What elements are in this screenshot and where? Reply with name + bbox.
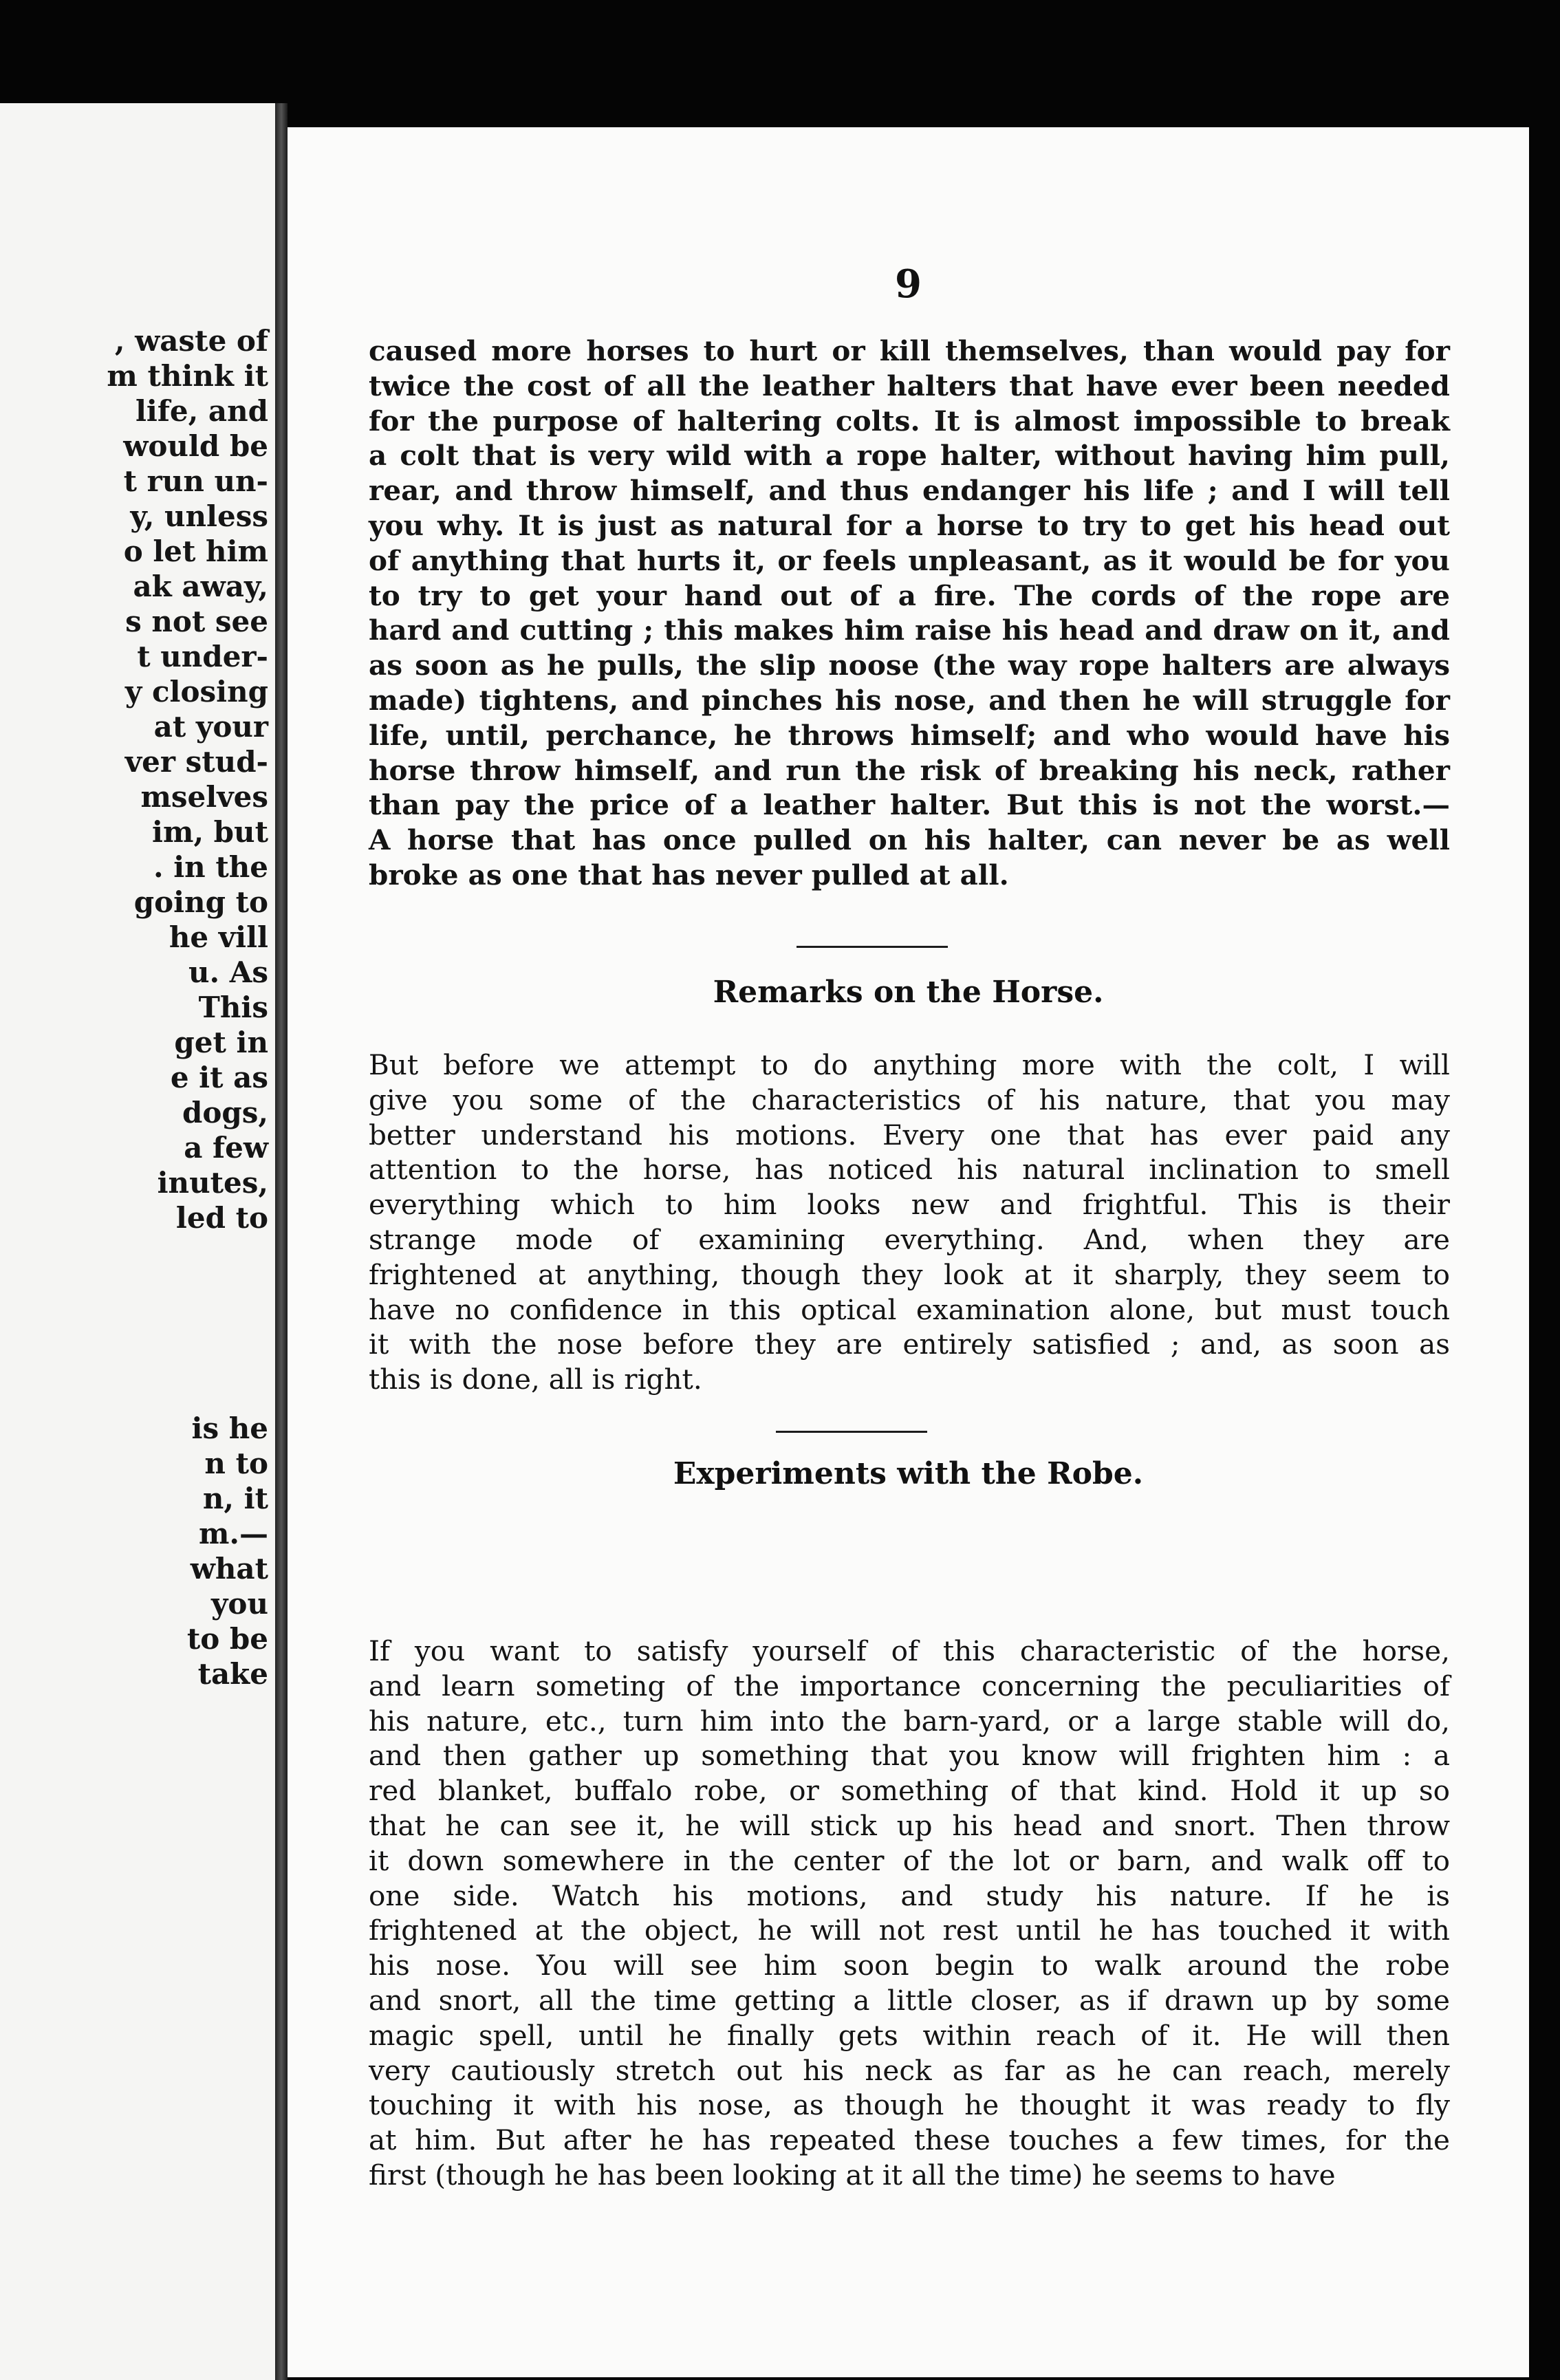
text-line: caused more horses to hurt or kill themselves, than would pay for [369, 334, 1450, 367]
text-line: have no confidence in this optical examination alone, but must touch [369, 1292, 1450, 1326]
book-gutter [275, 103, 288, 2380]
left-text-line: y, unless [130, 499, 268, 533]
left-text-line: , waste of [114, 324, 268, 358]
left-text-line [0, 1270, 268, 1306]
left-text-line: led to [175, 1201, 268, 1235]
left-text-line: at your [153, 710, 268, 744]
left-text-line: t run un- [123, 464, 268, 498]
text-line: and then gather up something that you know will frighten him : a [369, 1739, 1450, 1773]
left-text-line [0, 1235, 268, 1270]
text-line: horse throw himself, and run the risk of breaking his neck, rather [369, 753, 1450, 787]
left-text-line: y closing [124, 675, 268, 708]
text-line: it with the nose before they are entirely satisfied ; and, as soon as [369, 1328, 1450, 1361]
section-divider [797, 946, 948, 948]
text-line: But before we attempt to do anything more with the colt, I will [369, 1048, 1450, 1081]
left-text-line: dogs, [182, 1096, 268, 1129]
left-text-line: is he [191, 1411, 268, 1445]
left-text-line [0, 1341, 268, 1376]
left-text-line: he vill [169, 920, 268, 954]
text-line: touching it with his nose, as though he thought it was ready to fly [369, 2088, 1450, 2122]
text-line: strange mode of examining everything. And, when they are [369, 1222, 1450, 1256]
text-line: better understand his motions. Every one that has ever paid any [369, 1118, 1450, 1151]
paragraph-halters [369, 334, 1450, 893]
text-line: attention to the horse, has noticed his natural inclination to smell [369, 1153, 1450, 1187]
text-line: broke as one that has never pulled at all. [369, 858, 1009, 891]
text-line: If you want to satisfy yourself of this characteristic of the horse, [369, 1634, 1450, 1667]
text-line: of anything that hurts it, or feels unpleasant, as it would be for you [369, 543, 1450, 577]
text-line: twice the cost of all the leather halters that have ever been needed [369, 369, 1450, 402]
text-line: give you some of the characteristics of his nature, that you may [369, 1083, 1450, 1116]
left-text-line: ver stud- [124, 745, 268, 779]
paragraph-characteristics [369, 1048, 1450, 1397]
left-text-line: going to [133, 885, 268, 919]
page-number: 9 [895, 261, 922, 307]
text-line: his nose. You will see him soon begin to walk around the robe [369, 1949, 1450, 1982]
left-text-line: u. As [188, 955, 268, 989]
left-text-line: m think it [107, 359, 268, 393]
left-text-line: n to [204, 1447, 268, 1480]
left-page-text [0, 323, 268, 1691]
left-text-line: . in the [153, 850, 268, 884]
left-text-line: s not see [125, 605, 268, 638]
heading-remarks-on-the-horse: Remarks on the Horse. [713, 975, 1104, 1010]
left-text-line: o let him [123, 534, 268, 568]
text-line: frightened at the object, he will not rest until he has touched it with [369, 1914, 1450, 1947]
text-line: red blanket, buffalo robe, or something of that kind. Hold it up so [369, 1774, 1450, 1808]
left-text-line [0, 1306, 268, 1341]
left-text-line: inutes, [157, 1166, 268, 1200]
text-line: than pay the price of a leather halter. But this is not the worst.— [369, 788, 1450, 822]
text-line: everything which to him looks new and frightful. This is their [369, 1188, 1450, 1222]
section-divider [776, 1431, 927, 1433]
text-line: very cautiously stretch out his neck as far as he can reach, merely [369, 2053, 1450, 2087]
left-text-line: mselves [140, 780, 268, 814]
text-line: one side. Watch his motions, and study his nature. If he is [369, 1879, 1450, 1912]
text-line: rear, and throw himself, and thus endanger his life ; and I will tell [369, 474, 1450, 508]
text-line: at him. But after he has repeated these touches a few times, for the [369, 2123, 1450, 2157]
text-line: this is done, all is right. [369, 1363, 702, 1396]
text-line: made) tightens, and pinches his nose, and then he will struggle for [369, 683, 1450, 717]
left-text-line: life, and [135, 394, 268, 428]
left-text-line: would be [123, 429, 268, 463]
text-line: a colt that is very wild with a rope halter, without having him pull, [369, 439, 1450, 473]
text-line: and learn someting of the importance concerning the peculiarities of [369, 1669, 1450, 1702]
text-line: first (though he has been looking at it all the time) he seems to have [369, 2158, 1336, 2192]
text-line: life, until, perchance, he throws himself; and who would have his [369, 718, 1450, 752]
left-text-line: ak away, [133, 570, 268, 603]
left-text-line: take [197, 1657, 268, 1691]
heading-experiments-with-the-robe: Experiments with the Robe. [673, 1456, 1144, 1491]
left-text-line: a few [184, 1131, 268, 1165]
text-line: frightened at anything, though they look at it sharply, they seem to [369, 1257, 1450, 1291]
text-line: A horse that has once pulled on his halter, can never be as well [369, 823, 1450, 857]
left-text-line [0, 1376, 268, 1411]
text-line: his nature, etc., turn him into the barn-yard, or a large stable will do, [369, 1704, 1450, 1738]
text-line: hard and cutting ; this makes him raise his head and draw on it, and [369, 614, 1450, 647]
text-line: you why. It is just as natural for a horse to try to get his head out [369, 508, 1450, 542]
left-text-line: you [211, 1587, 268, 1621]
text-line: to try to get your hand out of a fire. The cords of the rope are [369, 578, 1450, 612]
text-line: for the purpose of haltering colts. It is almost impossible to break [369, 404, 1450, 437]
text-line: it down somewhere in the center of the lot or barn, and walk off to [369, 1843, 1450, 1877]
text-line: and snort, all the time getting a little closer, as if drawn up by some [369, 1983, 1450, 2017]
text-line: as soon as he pulls, the slip noose (the way rope halters are always [369, 649, 1450, 682]
paragraph-robe-experiment [369, 1634, 1450, 2193]
left-text-line: im, but [152, 815, 268, 849]
left-text-line: This [198, 991, 268, 1024]
left-page-fragment [0, 103, 275, 2380]
left-text-line: what [190, 1552, 268, 1586]
left-text-line: e it as [170, 1061, 268, 1094]
left-text-line: to be [186, 1622, 268, 1656]
left-text-line: t under- [137, 640, 268, 673]
left-text-line: m.— [198, 1517, 268, 1550]
right-page [288, 127, 1529, 2377]
text-line: magic spell, until he finally gets within reach of it. He will then [369, 2018, 1450, 2052]
left-text-line: get in [174, 1026, 268, 1059]
left-text-line: n, it [202, 1482, 268, 1515]
text-line: that he can see it, he will stick up his head and snort. Then throw [369, 1808, 1450, 1842]
